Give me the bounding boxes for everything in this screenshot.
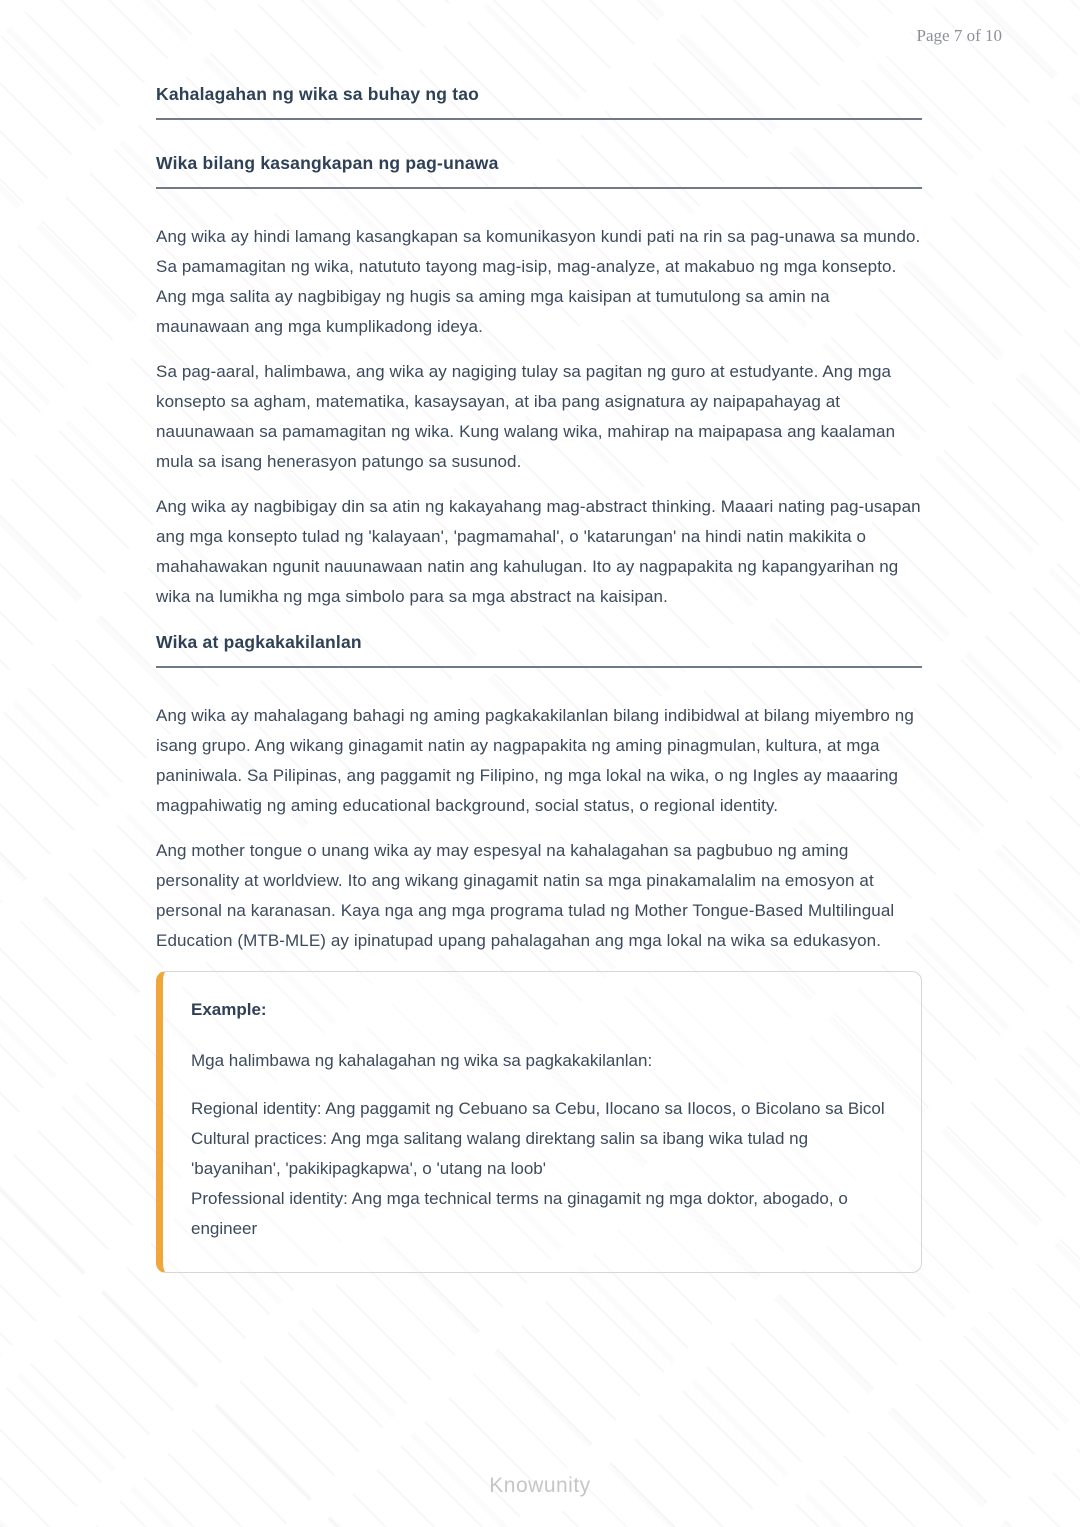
example-item-cultural-practices: Cultural practices: Ang mga salitang walang direktang salin sa ibang wika tulad ng 'bayanihan', 'pakikipagkapwa', o 'utang na loob' [191, 1129, 809, 1178]
paragraph-pagkakakilanlan-1: Ang wika ay mahalagang bahagi ng aming pagkakakilanlan bilang indibidwal at bilang miyembro ng isang grupo. Ang wikang ginagamit natin ay nagpapakita ng aming pinagmulan, kultura, at mga paniniwala. Sa Pilipinas, ang paggamit ng Filipino, ng mga lokal na wika, o ng Ingles ay maaaring magpahiwatig ng aming educational background, social status, o regional identity. [156, 706, 914, 815]
page-number-label: Page 7 of 10 [916, 26, 1002, 45]
example-label: Example: [191, 1000, 267, 1019]
document-content [156, 0, 922, 1273]
section-heading-pagkakakilanlan: Wika at pagkakakilanlan [156, 632, 922, 668]
paragraph-pag-unawa-1: Ang wika ay hindi lamang kasangkapan sa komunikasyon kundi pati na rin sa pag-unawa sa mundo. Sa pamamagitan ng wika, natututo tayong mag-isip, mag-analyze, at makabuo ng mga konsepto. Ang mga salita ay nagbibigay ng hugis sa aming mga kaisipan at tumutulong sa amin na maunawaan ang mga kumplikadong ideya. [156, 227, 921, 336]
paragraph-pagkakakilanlan-2: Ang mother tongue o unang wika ay may espesyal na kahalagahan sa pagbubuo ng aming personality at worldview. Ito ang wikang ginagamit natin sa mga pinakamalalim na emosyon at personal na karanasan. Kaya nga ang mga programa tulad ng Mother Tongue-Based Multilingual Education (MTB-MLE) ay ipinatupad upang pahalagahan ang mga lokal na wika sa edukasyon. [156, 841, 895, 950]
example-item-professional-identity: Professional identity: Ang mga technical terms na ginagamit ng mga doktor, abogado, o engineer [191, 1189, 848, 1238]
example-intro: Mga halimbawa ng kahalagahan ng wika sa pagkakakilanlan: [191, 1051, 653, 1070]
section-heading-pag-unawa: Wika bilang kasangkapan ng pag-unawa [156, 153, 922, 189]
footer-brand: Knowunity [489, 1474, 591, 1497]
paragraph-pag-unawa-2: Sa pag-aaral, halimbawa, ang wika ay nagiging tulay sa pagitan ng guro at estudyante. Ang mga konsepto sa agham, matematika, kasaysayan, at iba pang asignatura ay naipapahayag at nauunawaan sa pamamagitan ng wika. Kung walang wika, mahirap na maipapasa ang kaalaman mula sa isang henerasyon patungo sa susunod. [156, 362, 896, 471]
example-item-regional-identity: Regional identity: Ang paggamit ng Cebuano sa Cebu, Ilocano sa Ilocos, o Bicolano sa Bicol [191, 1099, 885, 1118]
example-callout-box [156, 971, 922, 1273]
section-heading-kahalagahan: Kahalagahan ng wika sa buhay ng tao [156, 84, 922, 120]
paragraph-pag-unawa-3: Ang wika ay nagbibigay din sa atin ng kakayahang mag-abstract thinking. Maaari nating pag-usapan ang mga konsepto tulad ng 'kalayaan', 'pagmamahal', o 'katarungan' na hindi natin makikita o mahahawakan ngunit nauunawaan natin ang kahulugan. Ito ay nagpapakita ng kapangyarihan ng wika na lumikha ng mga simbolo para sa mga abstract na kaisipan. [156, 497, 921, 606]
